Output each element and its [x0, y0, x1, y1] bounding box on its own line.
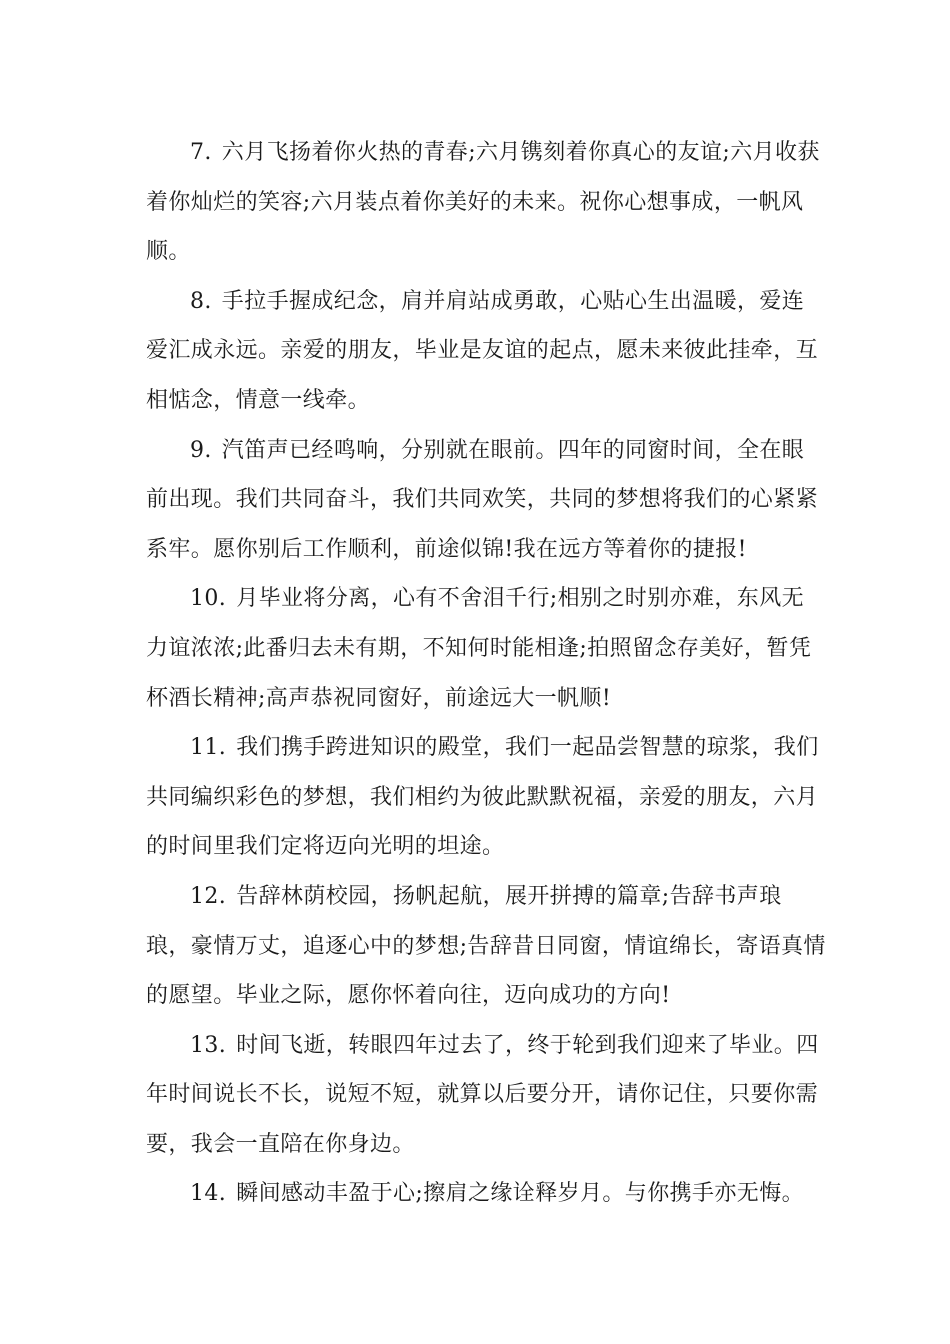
paragraph-text: 汽笛声已经鸣响，分别就在眼前。四年的同窗时间，全在眼前出现。我们共同奋斗，我们共同欢笑，共同的梦想将我们的心紧紧系牢。愿你别后工作顺利，前途似锦!我在远方等着你的捷报!	[146, 437, 819, 562]
paragraph-13	[146, 1021, 826, 1170]
paragraph-7	[146, 128, 826, 277]
item-number: 10.	[190, 586, 227, 612]
paragraph-text: 六月飞扬着你火热的青春;六月镌刻着你真心的友谊;六月收获着你灿烂的笑容;六月装点着你美好的未来。祝你心想事成，一帆风顺。	[146, 140, 820, 265]
paragraph-text: 月毕业将分离，心有不舍泪千行;相别之时别亦难，东风无力谊浓浓;此番归去未有期，不知何时能相逢;拍照留念存美好，暂凭杯酒长精神;高声恭祝同窗好，前途远大一帆顺!	[146, 586, 812, 711]
item-number: 11.	[190, 735, 227, 761]
item-number: 8.	[190, 288, 212, 314]
item-number: 12.	[190, 883, 227, 909]
paragraph-text: 手拉手握成纪念，肩并肩站成勇敢，心贴心生出温暖，爱连爱汇成永远。亲爱的朋友，毕业是友谊的起点，愿未来彼此挂牵，互相惦念，情意一线牵。	[146, 288, 819, 413]
paragraph-10	[146, 574, 826, 723]
paragraph-text: 时间飞逝，转眼四年过去了，终于轮到我们迎来了毕业。四年时间说长不长，说短不短，就算以后要分开，请你记住，只要你需要，我会一直陪在你身边。	[146, 1032, 819, 1157]
document-body	[146, 128, 826, 1219]
paragraph-text: 我们携手跨进知识的殿堂，我们一起品尝智慧的琼浆，我们共同编织彩色的梦想，我们相约为彼此默默祝福，亲爱的朋友，六月的时间里我们定将迈向光明的坦途。	[146, 735, 819, 860]
paragraph-14	[146, 1169, 826, 1219]
item-number: 14.	[190, 1181, 227, 1207]
item-number: 7.	[190, 140, 212, 165]
item-number: 13.	[190, 1032, 227, 1058]
paragraph-11	[146, 723, 826, 872]
paragraph-text: 瞬间感动丰盈于心;擦肩之缘诠释岁月。与你携手亦无悔。	[236, 1181, 805, 1207]
paragraph-9	[146, 426, 826, 575]
paragraph-8	[146, 277, 826, 426]
paragraph-12	[146, 872, 826, 1021]
item-number: 9.	[190, 437, 212, 463]
paragraph-text: 告辞林荫校园，扬帆起航，展开拼搏的篇章;告辞书声琅琅，豪情万丈，追逐心中的梦想;告辞昔日同窗，情谊绵长，寄语真情的愿望。毕业之际，愿你怀着向往，迈向成功的方向!	[146, 883, 826, 1009]
